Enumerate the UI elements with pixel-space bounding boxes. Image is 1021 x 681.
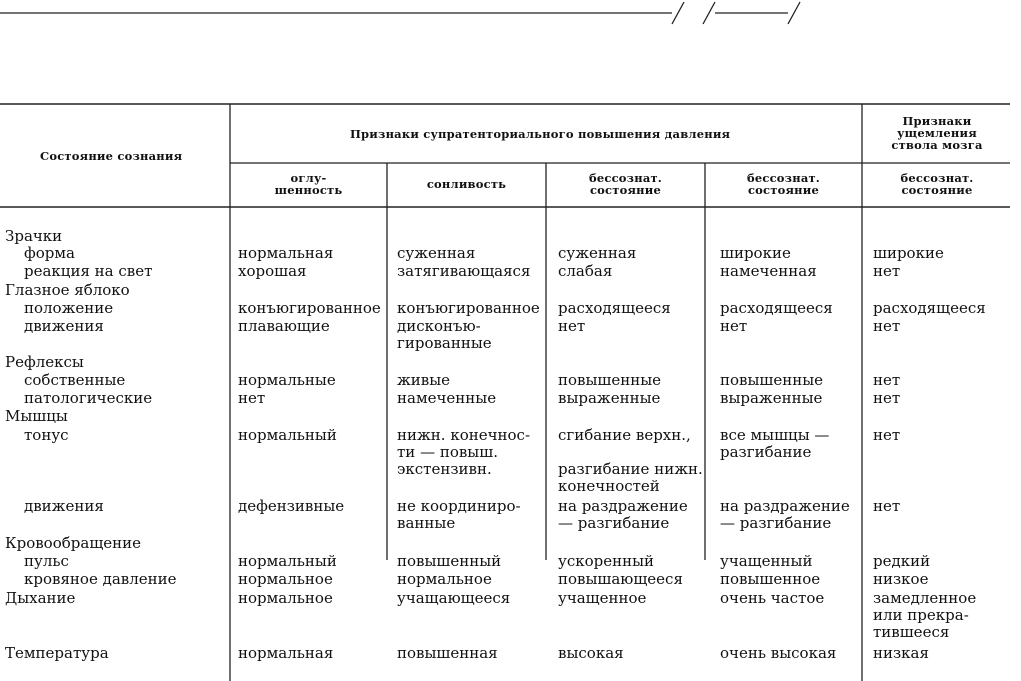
table-cell: нормальная [238, 244, 334, 262]
table-cell: повышенные [558, 371, 662, 389]
row-label: тонус [24, 426, 69, 444]
table-cell: низкое [873, 570, 929, 588]
row-label: Температура [5, 644, 109, 662]
row-label: патологические [24, 389, 153, 407]
table-cell: плавающие [238, 317, 330, 335]
row-label: кровяное давление [24, 570, 177, 588]
table-cell: нормальное [397, 570, 492, 588]
table-cell: намеченные [397, 389, 497, 407]
row-label: Дыхание [5, 589, 76, 607]
row-label: форма [24, 244, 75, 262]
row-label: движения [24, 317, 104, 335]
table-cell: намеченная [720, 262, 817, 280]
table-cell: повышенные [720, 371, 824, 389]
subheader-stupor: оглу- шенность [274, 171, 343, 197]
table-cell: учащенное [558, 589, 647, 607]
row-label: реакция на свет [24, 262, 153, 280]
row-label: Глазное яблоко [5, 281, 130, 299]
table-cell: на раздражение — разгибание [720, 497, 850, 532]
table-cell: на раздражение — разгибание [558, 497, 688, 532]
table-cell: ускоренный [558, 552, 655, 570]
table-cell: суженная [397, 244, 476, 262]
table-cell: выраженные [558, 389, 661, 407]
table-cell: хорошая [238, 262, 307, 280]
table-cell: суженная [558, 244, 637, 262]
table-cell: все мышцы — разгибание [720, 426, 830, 461]
table-cell: конъюгированное [397, 299, 540, 317]
table-cell: широкие [720, 244, 791, 262]
table-cell: расходящееся [873, 299, 986, 317]
table-cell: повышенный [397, 552, 502, 570]
row-label: пульс [24, 552, 69, 570]
row-label: положение [24, 299, 114, 317]
table-cell: расходящееся [558, 299, 671, 317]
table-cell: нормальное [238, 589, 333, 607]
row-label: Мышцы [5, 407, 68, 425]
table-cell: учащенный [720, 552, 813, 570]
table-cell: широкие [873, 244, 944, 262]
table-cell: нет [558, 317, 586, 335]
table-cell: нормальный [238, 552, 337, 570]
table-cell: выраженные [720, 389, 823, 407]
table-cell: дисконъю- гированные [397, 317, 492, 352]
table-cell: повышенная [397, 644, 498, 662]
table-cell: нет [238, 389, 266, 407]
table-cell: нормальное [238, 570, 333, 588]
table-cell: нижн. конечнос- ти — повыш. экстензивн. [397, 426, 531, 478]
table-cell: нормальная [238, 644, 334, 662]
table-cell: очень высокая [720, 644, 837, 662]
table-cell: высокая [558, 644, 624, 662]
table-cell: нет [720, 317, 748, 335]
table-cell: затягивающаяся [397, 262, 531, 280]
table-cell: нормальный [238, 426, 337, 444]
row-label: Зрачки [5, 227, 63, 245]
table-cell: слабая [558, 262, 613, 280]
table-cell: не координиро- ванные [397, 497, 521, 532]
table-cell: конъюгированное [238, 299, 381, 317]
table-cell: очень частое [720, 589, 825, 607]
table-cell: нет [873, 317, 901, 335]
row-label: Рефлексы [5, 353, 84, 371]
subheader-unconscious-3: бессознат. состояние [900, 171, 974, 197]
row-label: собственные [24, 371, 126, 389]
table-cell: низкая [873, 644, 929, 662]
row-label: Кровообращение [5, 534, 142, 552]
subheader-somnolence: сонливость [426, 177, 507, 191]
table-cell: нет [873, 371, 901, 389]
table-cell: повышенное [720, 570, 821, 588]
table-cell: повышающееся [558, 570, 683, 588]
table-cell: дефензивные [238, 497, 345, 515]
subheader-unconscious-2: бессознат. состояние [747, 171, 820, 197]
column-header-brainstem: Признаки ущемления ствола мозга [891, 114, 983, 152]
row-label: движения [24, 497, 104, 515]
column-header-consciousness: Состояние сознания [40, 149, 183, 163]
table-cell: замедленное или прекра- тившееся [873, 589, 977, 641]
subheader-unconscious-1: бессознат. состояние [589, 171, 662, 197]
table-cell: нет [873, 389, 901, 407]
table-cell: учащающееся [397, 589, 511, 607]
table-cell: живые [397, 371, 451, 389]
table-cell: расходящееся [720, 299, 833, 317]
table-cell: сгибание верхн., разгибание нижн. конечностей [558, 426, 703, 495]
column-header-supratentorial: Признаки супратенториального повышения давления [350, 127, 731, 141]
table-cell: нет [873, 426, 901, 444]
table-cell: редкий [873, 552, 931, 570]
table-cell: нет [873, 497, 901, 515]
table-cell: нормальные [238, 371, 336, 389]
table-cell: нет [873, 262, 901, 280]
